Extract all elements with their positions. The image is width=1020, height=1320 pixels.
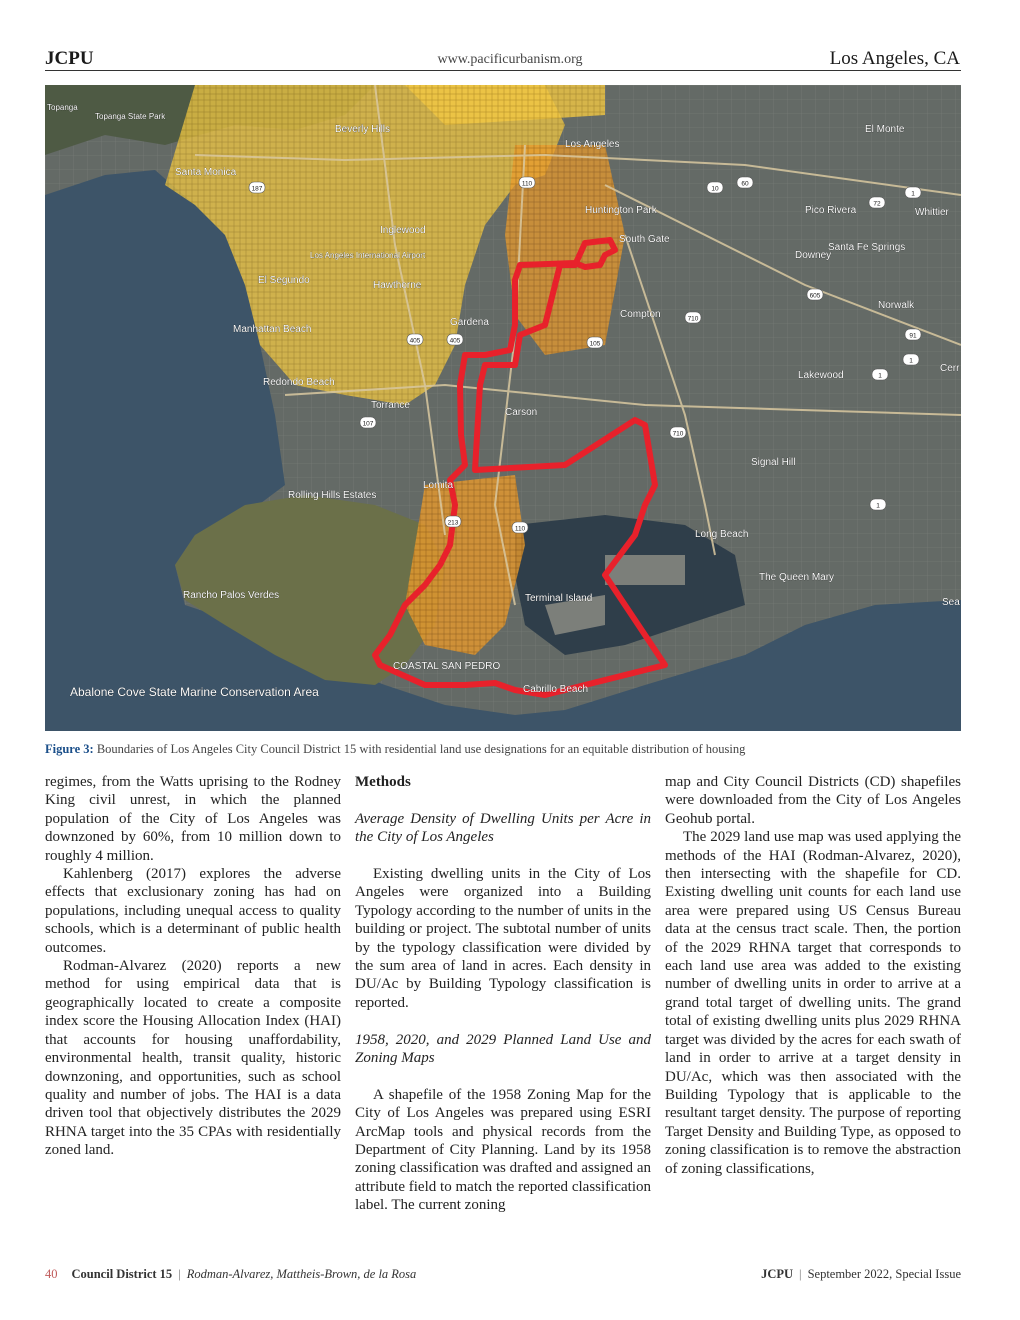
footer-issue: September 2022, Special Issue (807, 1267, 961, 1281)
freeway-shield-number: 110 (521, 180, 533, 188)
figure-caption (45, 742, 961, 757)
label-hawthorne: Hawthorne (373, 280, 422, 291)
label-lax: Los Angeles International Airport (310, 251, 426, 260)
footer-authors: Rodman-Alvarez, Mattheis-Brown, de la Rosa (186, 1267, 417, 1281)
freeway-shield (407, 334, 423, 345)
label-cerritos: Cerr (940, 363, 960, 374)
freeway-shield (872, 369, 888, 380)
footer-separator-2: | (799, 1267, 802, 1281)
label-beverly-hills: Beverly Hills (335, 124, 391, 135)
header-city: Los Angeles, CA (829, 48, 960, 69)
freeway-shield-number: 91 (909, 332, 917, 340)
map-svg (45, 85, 961, 731)
methods-heading: Methods (355, 774, 411, 790)
freeway-shield-number: 187 (251, 185, 263, 193)
freeway-shield-number: 10 (711, 185, 719, 193)
col2-para-1: Existing dwelling units in the City of Los Angeles were organized into a Building Typology according to the number of units in the building or project. The subtotal number of units by the typology classification were divided by the sum area of land in acres. Each density in DU/Ac by Building Typology classification is reported. (355, 866, 651, 1011)
freeway-shield (445, 516, 461, 527)
footer-journal: JCPU (761, 1267, 794, 1281)
page-footer (45, 1267, 961, 1282)
journal-name: JCPU (45, 48, 94, 69)
label-santa-fe-springs: Santa Fe Springs (828, 242, 906, 253)
label-whittier: Whittier (915, 207, 949, 218)
column-2 (355, 773, 651, 1215)
label-rolling-hills: Rolling Hills Estates (288, 490, 377, 501)
col1-para-2: Kahlenberg (2017) explores the adverse effects that exclusionary zoning has had on populations, including unequal access to quality schools, which is a determinant of public health outcomes. (45, 866, 341, 956)
freeway-shield (905, 329, 921, 340)
label-inglewood: Inglewood (380, 225, 426, 236)
column-1 (45, 773, 341, 1160)
label-topanga-park: Topanga State Park (95, 112, 166, 121)
freeway-shield-number: 1 (878, 372, 882, 380)
freeway-shield-number: 405 (449, 337, 461, 345)
freeway-shield (587, 337, 603, 348)
freeway-shield-number: 1 (911, 190, 915, 198)
col1-para-3: Rodman-Alvarez (2020) reports a new method for using empirical data that is geographically located to create a composite index score the Housing Allocation Index (HAI) that accounts for housing unaffordability, environmental health, transit quality, historic downzoning, and opportunities, such as school quality and number of jobs. The HAI is a data driven tool that objectively distributes the 2029 RHNA target into the 35 CPAs with residentially zoned land. (45, 958, 341, 1159)
label-redondo-beach: Redondo Beach (263, 377, 335, 388)
label-carson: Carson (505, 407, 538, 418)
freeway-shield (670, 427, 686, 438)
col3-para-1: map and City Council Districts (CD) shapefiles were downloaded from the City of Los Angeles Geohub portal. (665, 774, 961, 827)
label-queen-mary: The Queen Mary (759, 572, 835, 583)
label-signal-hill: Signal Hill (751, 457, 796, 468)
freeway-shield (519, 177, 535, 188)
label-downey: Downey (795, 250, 832, 261)
freeway-shield-number: 605 (809, 292, 821, 300)
col1-para-1: regimes, from the Watts uprising to the Rodney King civil unrest, in which the planned population of the City of Los Angeles was downzoned by 60%, from 10 million down to roughly 4 million. (45, 774, 341, 864)
footer-title: Council District 15 (71, 1267, 173, 1281)
label-torrance: Torrance (371, 400, 410, 411)
freeway-shield-number: 1 (876, 502, 880, 510)
label-el-segundo: El Segundo (258, 275, 310, 286)
freeway-shield-number: 110 (514, 525, 526, 533)
col2-para-2: A shapefile of the 1958 Zoning Map for the City of Los Angeles was prepared using ESRI ArcMap tools and physical records from the Department of City Planning. Land by its 1958 zoning classification was drafted and assigned an attribute field to match the reported classification label. The current zoning (355, 1086, 651, 1214)
freeway-shield-number: 60 (741, 180, 749, 188)
freeway-shield (869, 197, 885, 208)
label-compton: Compton (620, 309, 661, 320)
freeway-shield (807, 289, 823, 300)
label-coastal-san-pedro: COASTAL SAN PEDRO (393, 661, 501, 672)
freeway-shield (905, 187, 921, 198)
label-topanga: Topanga (47, 103, 78, 112)
freeway-shield (870, 499, 886, 510)
column-3 (665, 773, 961, 1178)
journal-url[interactable]: www.pacificurbanism.org (437, 52, 583, 67)
freeway-shield (249, 182, 265, 193)
freeway-shield-number: 105 (589, 340, 601, 348)
header-rule (45, 70, 961, 71)
freeway-shield-number: 710 (672, 430, 684, 438)
col3-para-2: The 2029 land use map was used applying the methods of the HAI (Rodman-Alvarez, 2020), then intersecting with the shapefile for CD. Existing dwelling unit counts for each land use area were prepared using US Census Bureau data at the census tract scale. Then, the portion of the 2029 RHNA target that corresponds to each land use area was added to the existing number of dwelling units in order to arrive at a grand total target of dwelling units. The grand total of existing dwelling units plus 2029 RHNA target was divided by the acres for each swath of land in order to arrive at a target density in DU/Ac, which was then associated with the Building Typology that is applicable to the resultant target density. The purpose of reporting Target Density and Building Type, as opposed to zoning classification is to remove the abstraction of zoning classifications, (665, 829, 961, 1177)
subheading-zoning-maps: 1958, 2020, and 2029 Planned Land Use and Zoning Maps (355, 1031, 651, 1067)
label-el-monte: El Monte (865, 124, 905, 135)
label-los-angeles: Los Angeles (565, 139, 620, 150)
figure-map (45, 85, 961, 731)
footer-separator: | (178, 1267, 181, 1281)
subheading-density: Average Density of Dwelling Units per Acre in the City of Los Angeles (355, 810, 651, 846)
label-abalone-cove: Abalone Cove State Marine Conservation Area (70, 685, 319, 699)
label-gardena: Gardena (450, 317, 489, 328)
freeway-shield (707, 182, 723, 193)
label-cabrillo-beach: Cabrillo Beach (523, 684, 589, 695)
label-south-gate: South Gate (619, 234, 670, 245)
label-norwalk: Norwalk (878, 300, 915, 311)
freeway-shield-number: 710 (687, 315, 699, 323)
footer-right (761, 1267, 961, 1282)
label-lomita: Lomita (423, 480, 454, 491)
label-seal: Sea (942, 597, 960, 608)
label-rancho-palos-verdes: Rancho Palos Verdes (183, 590, 280, 601)
freeway-shield (903, 354, 919, 365)
freeway-shield-number: 213 (447, 519, 459, 527)
label-long-beach: Long Beach (695, 529, 749, 540)
freeway-shield-number: 405 (409, 337, 421, 345)
label-lakewood: Lakewood (798, 370, 844, 381)
freeway-shield (447, 334, 463, 345)
label-manhattan-beach: Manhattan Beach (233, 324, 312, 335)
figure-label: Figure 3: (45, 742, 94, 756)
freeway-shield (360, 417, 376, 428)
freeway-shield (685, 312, 701, 323)
freeway-shield (512, 522, 528, 533)
freeway-shield-number: 107 (362, 420, 374, 428)
freeway-shield-number: 72 (873, 200, 881, 208)
page-number: 40 (45, 1267, 58, 1281)
label-pico-rivera: Pico Rivera (805, 205, 857, 216)
figure-caption-text: Boundaries of Los Angeles City Council District 15 with residential land use designations for an equitable distribution of housing (96, 742, 746, 756)
label-santa-monica: Santa Monica (175, 167, 237, 178)
label-huntington-park: Huntington Park (585, 205, 657, 216)
label-terminal-island: Terminal Island (525, 593, 593, 604)
freeway-shield-number: 1 (909, 357, 913, 365)
freeway-shield (737, 177, 753, 188)
